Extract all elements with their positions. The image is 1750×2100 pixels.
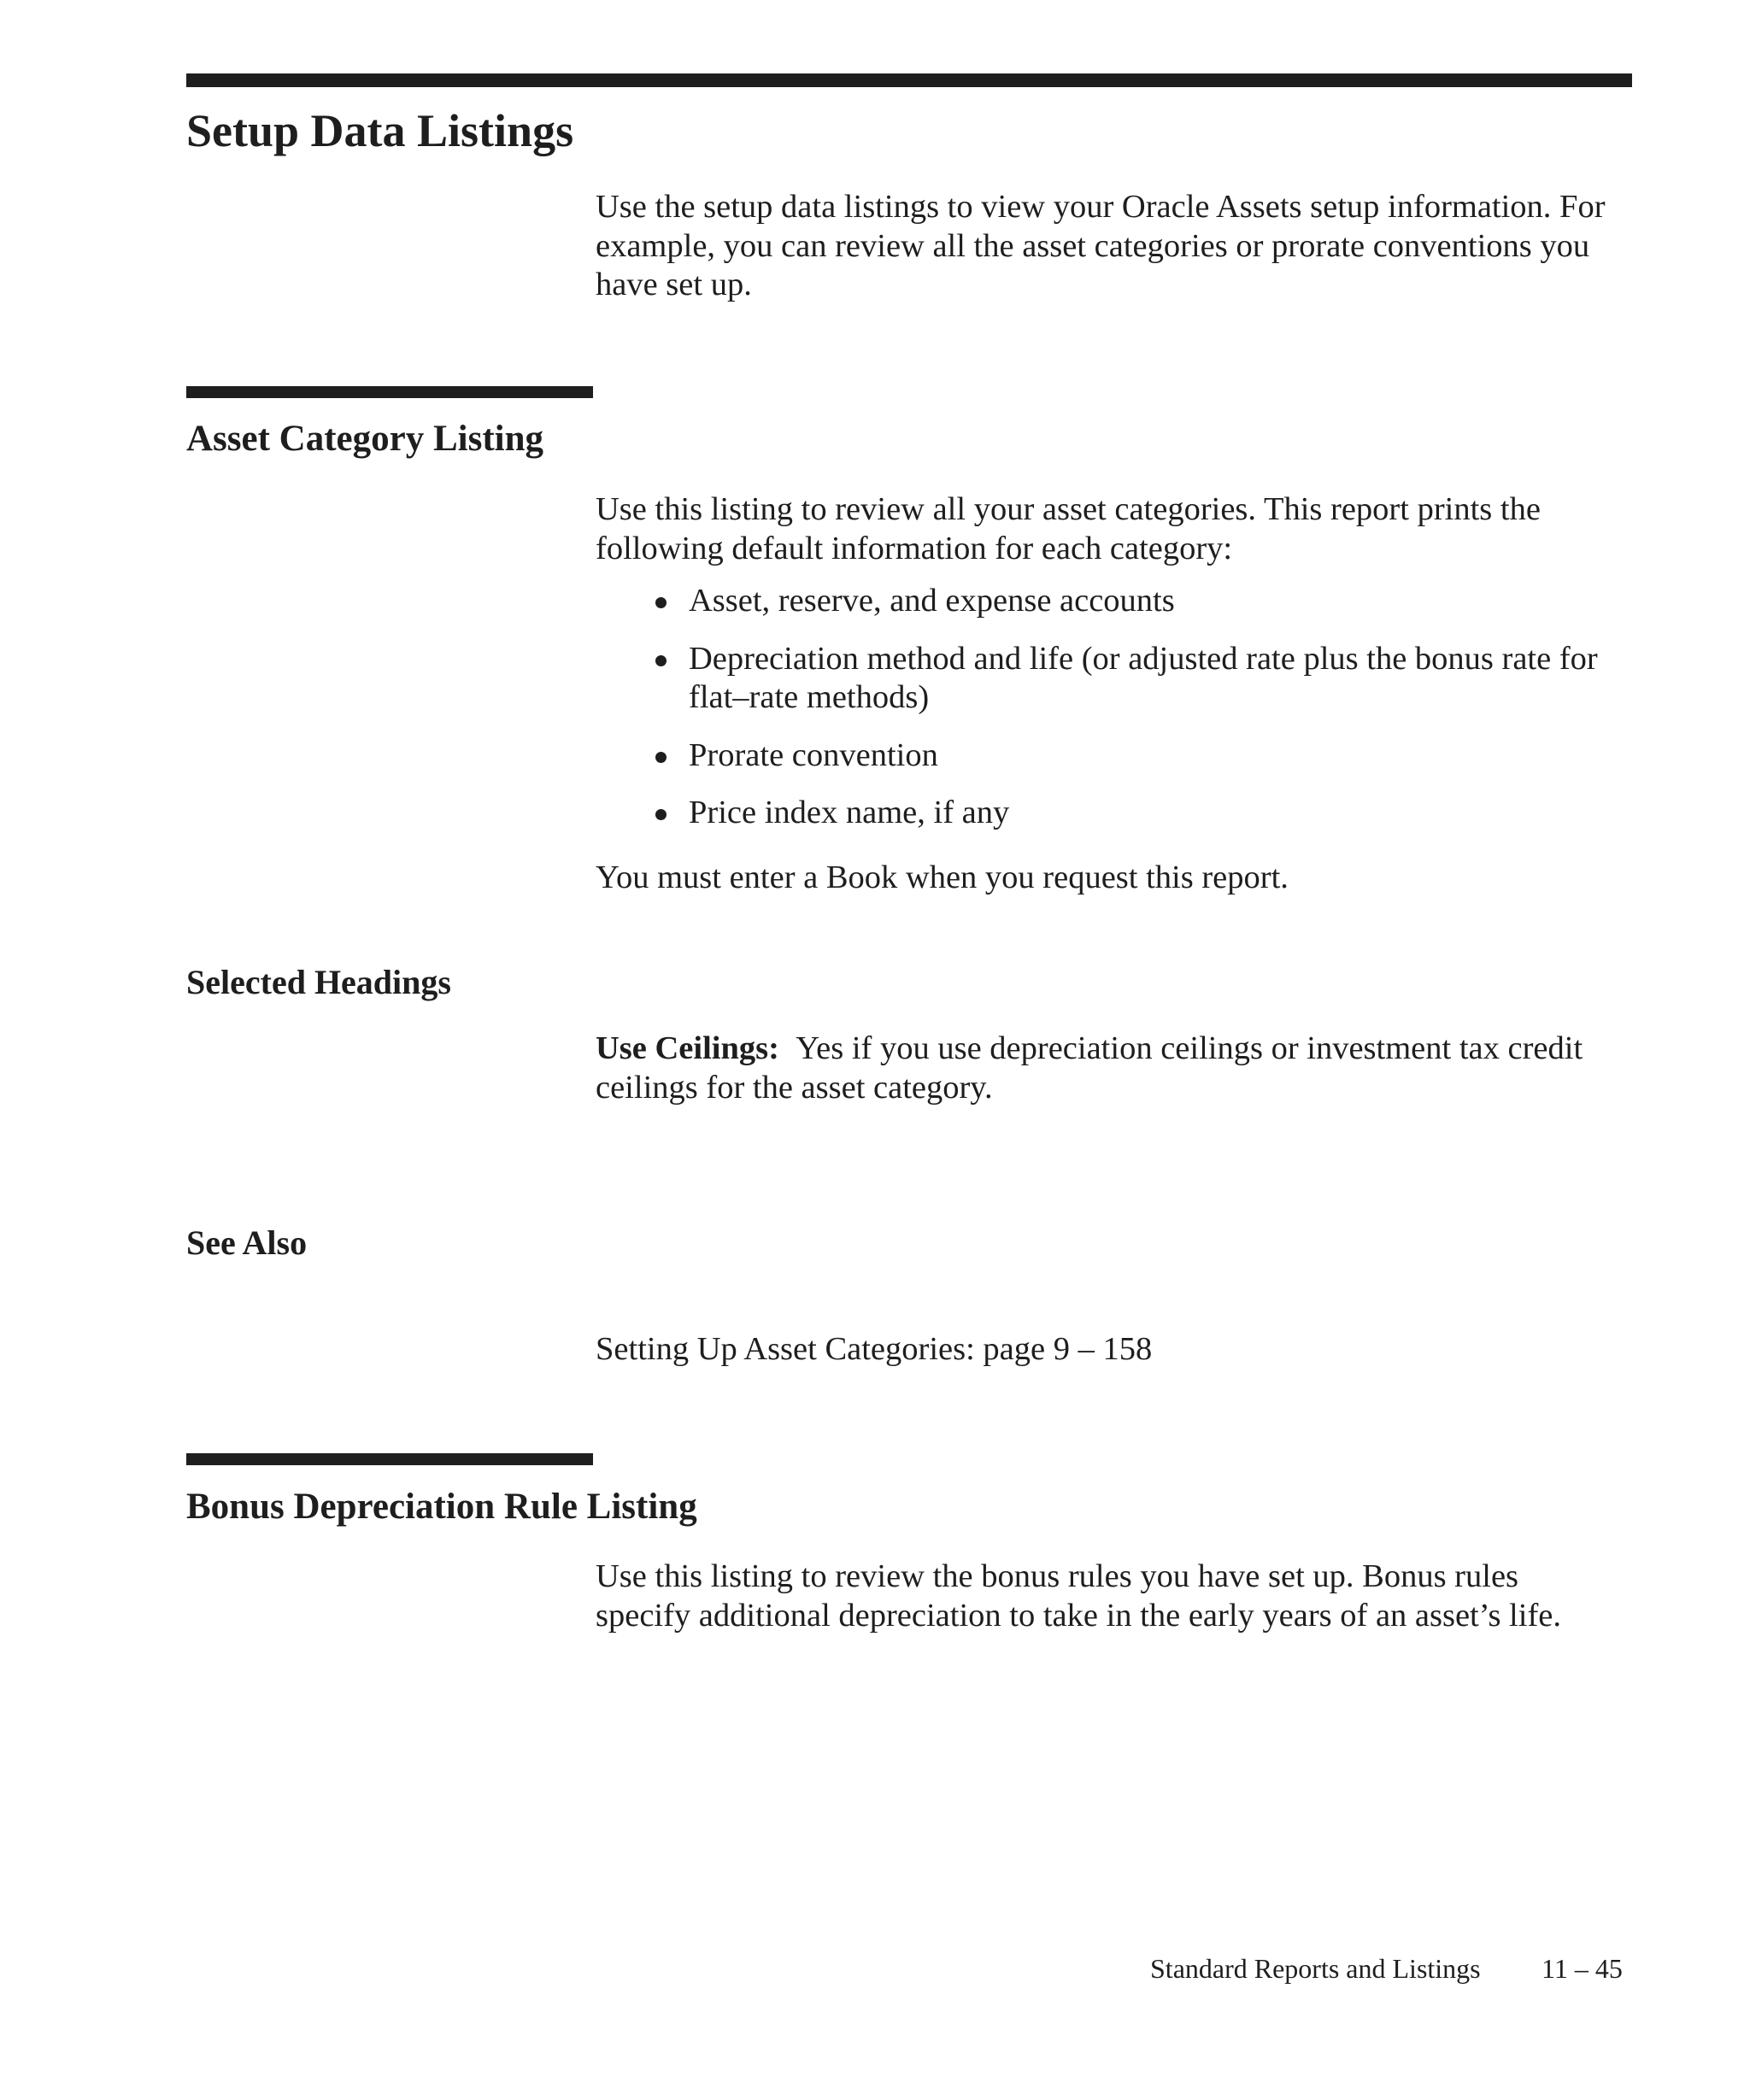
bonus-depreciation-intro: Use this listing to review the bonus rules you have set up. Bonus rules specify additional depreciation to take in the early years of an asset’s life. bbox=[596, 1558, 1561, 1634]
footer-page-number: 11 – 45 bbox=[1542, 1953, 1623, 1984]
intro-paragraph: Use the setup data listings to view your Oracle Assets setup information. For example, you can review all the asset categories or prorate conventions you have set up. bbox=[596, 189, 1606, 302]
top-rule bbox=[186, 73, 1632, 87]
bullet-icon bbox=[655, 809, 667, 820]
asset-category-bullet-list bbox=[596, 582, 1621, 852]
list-item bbox=[596, 794, 1621, 833]
list-item bbox=[596, 640, 1621, 718]
book-requirement-note: You must enter a Book when you request this report. bbox=[596, 859, 1289, 895]
bullet-icon bbox=[655, 655, 667, 666]
list-item-text: Depreciation method and life (or adjusted rate plus the bonus rate for flat–rate methods) bbox=[689, 640, 1598, 715]
list-item bbox=[596, 582, 1621, 621]
asset-category-heading: Asset Category Listing bbox=[186, 419, 544, 459]
footer-section-title: Standard Reports and Listings bbox=[1150, 1953, 1481, 1984]
use-ceilings-description: Yes if you use depreciation ceilings or investment tax credit ceilings for the asset category. bbox=[596, 1030, 1583, 1106]
list-item bbox=[596, 736, 1621, 776]
bullet-icon bbox=[655, 752, 667, 763]
asset-category-intro: Use this listing to review all your asset categories. This report prints the following default information for each category: bbox=[596, 491, 1541, 566]
section-rule-asset-category bbox=[186, 386, 593, 398]
bonus-depreciation-heading: Bonus Depreciation Rule Listing bbox=[186, 1487, 697, 1527]
see-also-heading: See Also bbox=[186, 1223, 308, 1262]
section-rule-bonus-depreciation bbox=[186, 1453, 593, 1465]
page-title: Setup Data Listings bbox=[186, 105, 574, 156]
use-ceilings-term: Use Ceilings: bbox=[596, 1030, 779, 1066]
see-also-link[interactable]: Setting Up Asset Categories: page 9 – 158 bbox=[596, 1331, 1153, 1367]
selected-headings-heading: Selected Headings bbox=[186, 963, 451, 1001]
bullet-icon bbox=[655, 597, 667, 608]
list-item-text: Price index name, if any bbox=[689, 795, 1010, 830]
list-item-text: Prorate convention bbox=[689, 736, 938, 773]
use-ceilings-definition bbox=[596, 1029, 1621, 1107]
list-item-text: Asset, reserve, and expense accounts bbox=[689, 583, 1175, 619]
